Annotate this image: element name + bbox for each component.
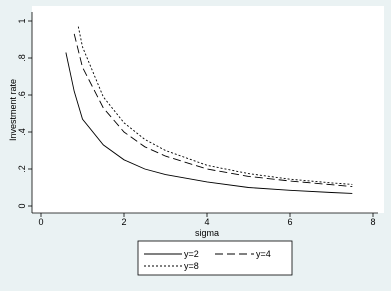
x-tick-label: 6 (287, 217, 293, 227)
x-tick-label: 4 (204, 217, 210, 227)
y-tick-label: 1 (17, 18, 27, 24)
x-tick-label: 8 (370, 217, 376, 227)
legend-label: y=4 (256, 249, 271, 259)
y-tick-label: .6 (17, 91, 27, 99)
y-tick-label: 0 (17, 203, 27, 209)
x-axis-title: sigma (194, 228, 220, 238)
y-tick-label: .8 (17, 54, 27, 62)
y-tick-label: .2 (17, 165, 27, 173)
y-axis-title: Investment rate (8, 78, 18, 142)
legend-label: y=2 (184, 249, 199, 259)
x-tick-label: 2 (121, 217, 127, 227)
y-tick-label: .4 (17, 128, 27, 136)
legend-label: y=8 (184, 261, 199, 271)
x-tick-label: 0 (38, 217, 44, 227)
